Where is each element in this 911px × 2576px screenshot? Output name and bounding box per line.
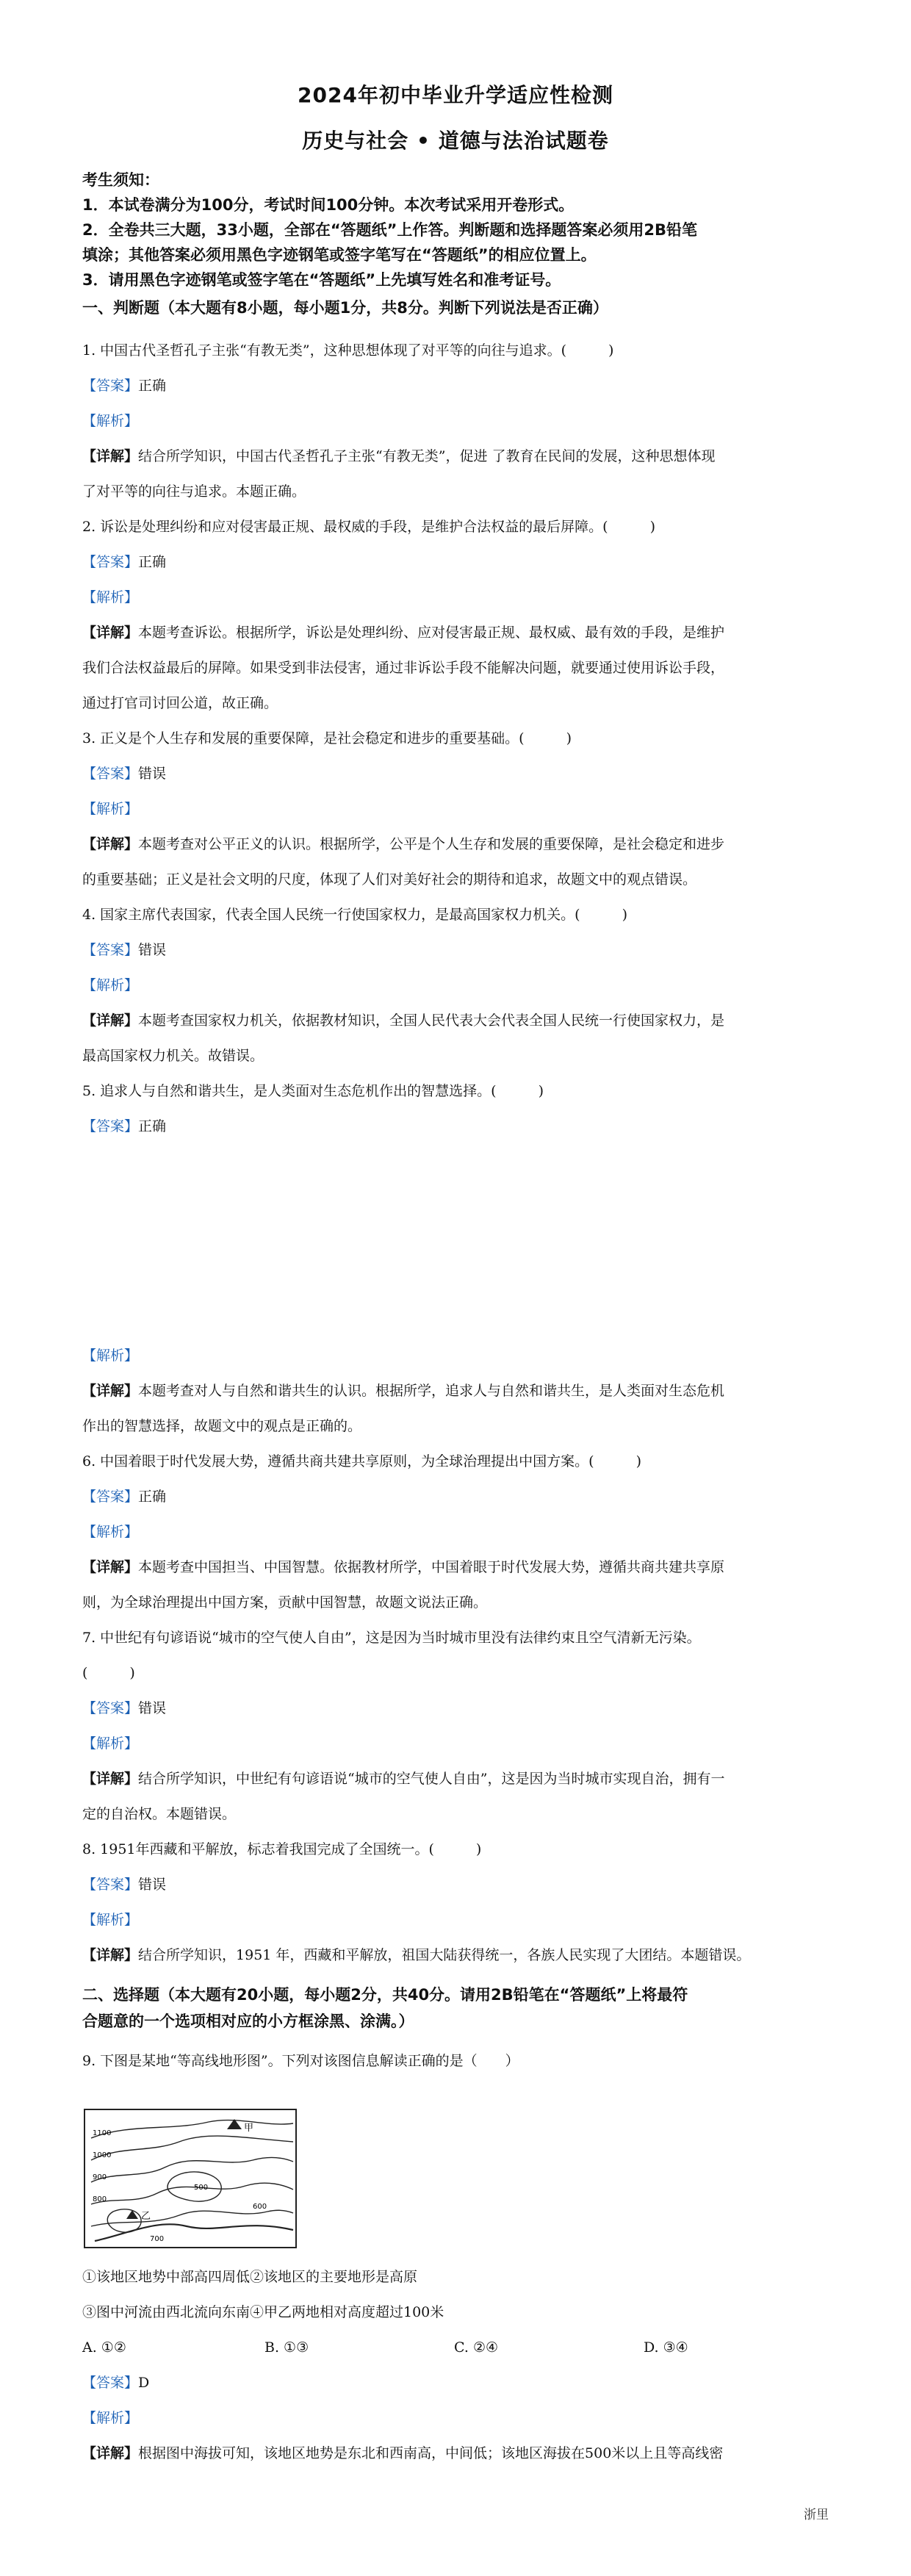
detail-tag: 【详解】 [82,1383,139,1399]
detail-line: 【详解】结合所学知识，1951 年，西藏和平解放，祖国大陆获得统一，各族人民实现了大团结。本题错误。 [82,1947,751,1963]
detail-block [82,2442,828,2464]
answer-tag: 【答案】 [82,2375,139,2391]
analysis-tag: 【解析】 [82,1912,139,1928]
analysis-tag: 【解析】 [82,1735,139,1752]
answer-tag: 【答案】 [82,1489,139,1505]
question-text: 4. 国家主席代表国家，代表全国人民统一行使国家权力，是最高国家权力机关。( ) [82,907,627,923]
page-footer: 浙里 [804,2508,829,2522]
answer-row [82,551,166,573]
option-d: D. ③④ [644,2339,688,2356]
detail-block [82,833,828,891]
answer-row [82,763,166,785]
analysis-tag: 【解析】 [82,2410,139,2426]
answer-row [82,1874,166,1896]
page-subtitle: 历史与社会 • 道德与法治试题卷 [302,129,609,153]
page-title: 2024年初中毕业升学适应性检测 [298,83,613,107]
answer-value: 正确 [138,378,167,394]
detail-line: 【详解】根据图中海拔可知，该地区地势是东北和西南高，中间低；该地区海拔在500米以上且等高线密 [82,2445,724,2461]
detail-line: 定的自治权。本题错误。 [82,1806,237,1822]
detail-line: 了对平等的向往与追求。本题正确。 [82,483,306,500]
detail-line: 【详解】结合所学知识，中国古代圣哲孔子主张“有教无类”，促进 了教育在民间的发展，这种思想体现 [82,448,716,464]
detail-line: 的重要基础；正义是社会文明的尺度，体现了人们对美好社会的期待和追求，故题文中的观点错误。 [82,871,697,888]
detail-line: 最高国家权力机关。故错误。 [82,1048,264,1064]
contour-label: 1000 [93,2151,112,2159]
section-heading: 一、判断题（本大题有8小题，每小题1分，共8分。判断下列说法是否正确） [82,299,608,317]
analysis-tag: 【解析】 [82,977,139,993]
answer-value: 正确 [138,1489,167,1505]
notice-item: 填涂；其他答案必须用黑色字迹钢笔或签字笔写在“答题纸”的相应位置上。 [82,246,597,264]
notice-item: 3．请用黑色字迹钢笔或签字笔在“答题纸”上先填写姓名和准考证号。 [82,271,561,289]
analysis-row [82,1909,138,1931]
analysis-row [82,1521,138,1543]
detail-line: 【详解】本题考查国家权力机关，依据教材知识，全国人民代表大会代表全国人民统一行使国家权力，是 [82,1012,725,1029]
answer-row [82,375,166,397]
answer-value: 正确 [138,1118,167,1134]
answer-tag: 【答案】 [82,1877,139,1893]
contour-label: 700 [150,2235,165,2243]
section-heading: 合题意的一个选项相对应的小方框涂黑、涂满。） [82,2012,414,2030]
analysis-row [82,974,138,996]
detail-tag: 【详解】 [82,625,139,641]
contour-label: 800 [93,2195,107,2203]
contour-map-figure [84,2109,297,2248]
detail-tag: 【详解】 [82,448,139,464]
answer-row [82,1697,166,1719]
map-label-peak-a: 甲 [244,2123,254,2134]
detail-tag: 【详解】 [82,1012,139,1029]
section-heading: 二、选择题（本大题有20小题，每小题2分，共40分。请用2B铅笔在“答题纸”上将最符 [82,1986,688,2004]
notice-item: 2．全卷共三大题，33小题，全部在“答题纸”上作答。判断题和选择题答案必须用2B铅笔 [82,221,698,239]
contour-label: 1100 [93,2129,112,2137]
option-row [82,2336,817,2359]
map-label-peak-b: 乙 [141,2211,151,2222]
detail-tag: 【详解】 [82,836,139,852]
answer-value: 错误 [138,766,167,782]
question-text: 7. 中世纪有句谚语说“城市的空气使人自由”，这是因为当时城市里没有法律约束且空气清新无污染。 [82,1630,701,1646]
detail-tag: 【详解】 [82,1771,139,1787]
analysis-tag: 【解析】 [82,801,139,817]
question-text: 2. 诉讼是处理纠纷和应对侵害最正规、最权威的手段，是维护合法权益的最后屏障。( ) [82,519,655,535]
detail-line: 通过打官司讨回公道，故正确。 [82,695,278,711]
analysis-row [82,410,138,432]
contour-label: 600 [253,2203,267,2211]
answer-value: 错误 [138,942,167,958]
analysis-tag: 【解析】 [82,1348,139,1364]
option-c: C. ②④ [454,2339,499,2356]
answer-row [82,939,166,961]
detail-line: 作出的智慧选择，故题文中的观点是正确的。 [82,1418,362,1434]
question-text: 5. 追求人与自然和谐共生，是人类面对生态危机作出的智慧选择。( ) [82,1083,544,1099]
answer-value: 错误 [138,1700,167,1716]
analysis-tag: 【解析】 [82,413,139,429]
detail-block [82,622,828,714]
detail-block [82,1380,828,1437]
question-text: 3. 正义是个人生存和发展的重要保障，是社会稳定和进步的重要基础。( ) [82,730,572,746]
detail-block [82,445,828,503]
detail-line: 【详解】本题考查诉讼。根据所学，诉讼是处理纠纷、应对侵害最正规、最权威、最有效的手段，是维护 [82,625,725,641]
question-text: 6. 中国着眼于时代发展大势，遵循共商共建共享原则，为全球治理提出中国方案。( ) [82,1453,641,1469]
detail-block [82,1010,828,1067]
analysis-row [82,798,138,820]
analysis-row [82,1733,138,1755]
detail-line: 【详解】本题考查对人与自然和谐共生的认识。根据所学，追求人与自然和谐共生，是人类面对生态危机 [82,1383,725,1399]
answer-tag: 【答案】 [82,1118,139,1134]
detail-tag: 【详解】 [82,2445,139,2461]
answer-tag: 【答案】 [82,378,139,394]
analysis-tag: 【解析】 [82,589,139,605]
detail-tag: 【详解】 [82,1947,139,1963]
answer-value: 错误 [138,1877,167,1893]
detail-line: 【详解】本题考查中国担当、中国智慧。依据教材所学，中国着眼于时代发展大势，遵循共商共建共享原 [82,1559,725,1575]
option-a: A. ①② [82,2339,126,2356]
detail-line: 【详解】本题考查对公平正义的认识。根据所学，公平是个人生存和发展的重要保障，是社会稳定和进步 [82,836,725,852]
analysis-row [82,1345,138,1367]
detail-tag: 【详解】 [82,1559,139,1575]
detail-block [82,1768,828,1825]
notice-item: 1．本试卷满分为100分，考试时间100分钟。本次考试采用开卷形式。 [82,196,575,214]
detail-line: 我们合法权益最后的屏障。如果受到非法侵害，通过非诉讼手段不能解决问题，就要通过使用诉讼手段， [82,660,725,676]
analysis-tag: 【解析】 [82,1524,139,1540]
answer-value: 正确 [138,554,167,570]
answer-row [82,1115,166,1137]
answer-row [82,2372,149,2394]
answer-tag: 【答案】 [82,942,139,958]
answer-tag: 【答案】 [82,554,139,570]
detail-block [82,1556,828,1613]
question-text: 1. 中国古代圣哲孔子主张“有教无类”，这种思想体现了对平等的向往与追求。( ) [82,342,614,359]
question-text-cont: ( ) [82,1665,135,1681]
statement-line: ①该地区地势中部高四周低②该地区的主要地形是高原 [82,2269,418,2285]
contour-label: 500 [194,2184,209,2192]
detail-line: 【详解】结合所学知识，中世纪有句谚语说“城市的空气使人自由”，这是因为当时城市实现自治，拥有一 [82,1771,725,1787]
notice-heading: 考生须知： [82,171,159,189]
analysis-row [82,586,138,608]
question-text: 9. 下图是某地“等高线地形图”。下列对该图信息解读正确的是（ ） [82,2053,519,2069]
detail-line: 则，为全球治理提出中国方案，贡献中国智慧，故题文说法正确。 [82,1594,488,1611]
analysis-row [82,2407,138,2429]
question-text: 8. 1951年西藏和平解放，标志着我国完成了全国统一。( ) [82,1841,482,1857]
answer-row [82,1486,166,1508]
answer-value: D [138,2375,150,2391]
contour-label: 900 [93,2173,107,2181]
option-b: B. ①③ [264,2339,309,2356]
answer-tag: 【答案】 [82,766,139,782]
statement-line: ③图中河流由西北流向东南④甲乙两地相对高度超过100米 [82,2304,444,2320]
detail-block [82,1944,828,1966]
answer-tag: 【答案】 [82,1700,139,1716]
contour-map [84,2109,297,2248]
